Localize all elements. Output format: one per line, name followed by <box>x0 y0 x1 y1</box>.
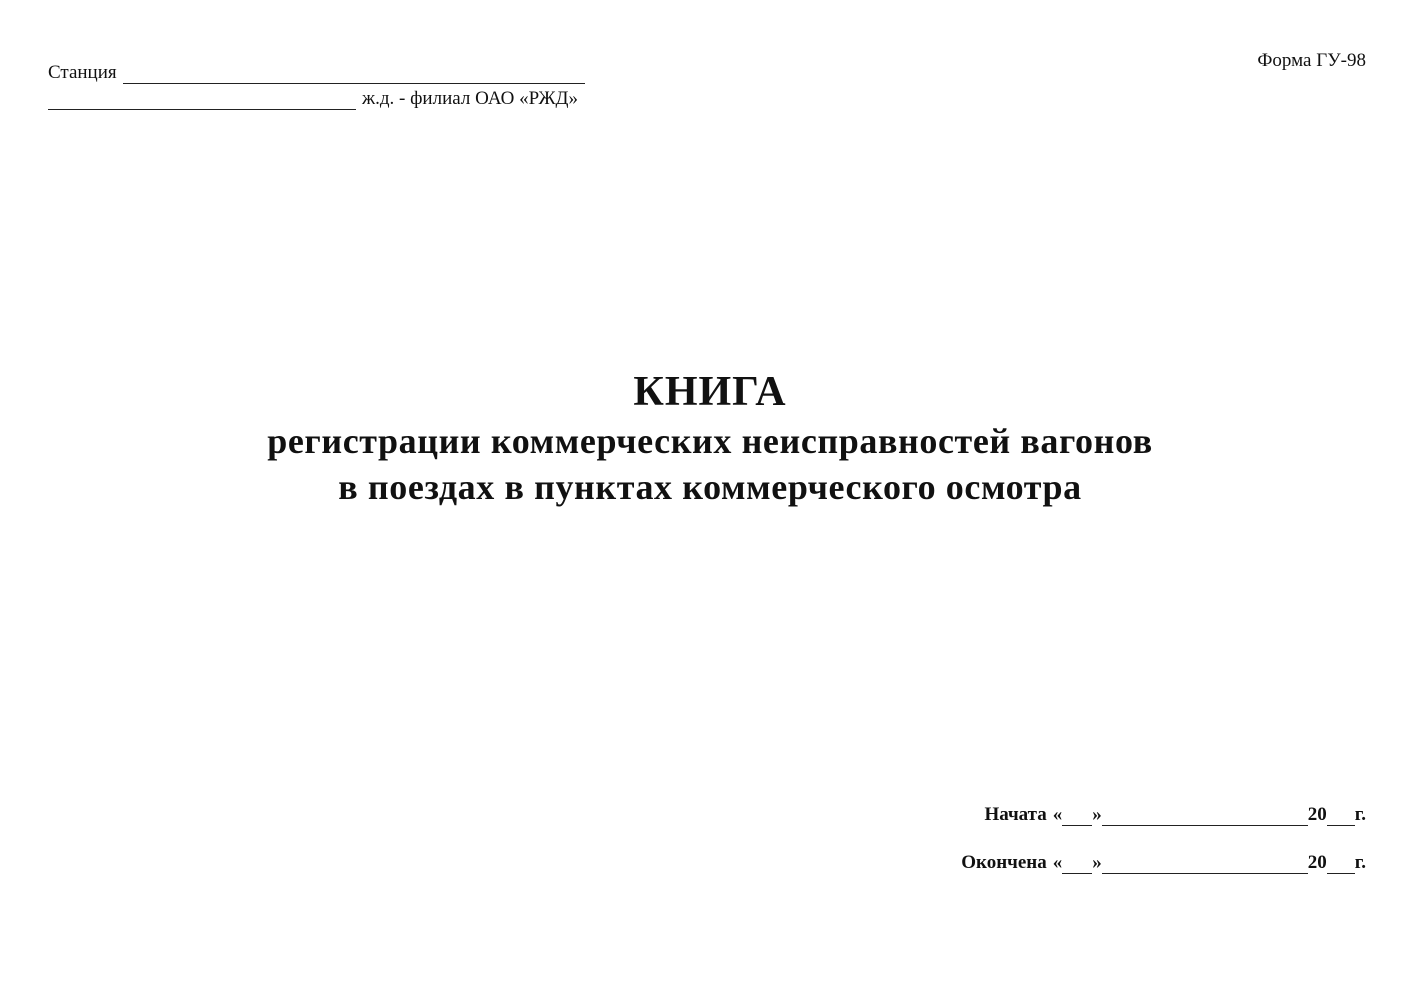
close-quote: » <box>1092 852 1102 873</box>
century: 20 <box>1307 804 1327 825</box>
station-blank-field <box>123 65 585 84</box>
started-day-blank <box>1062 809 1092 826</box>
station-line <box>48 62 585 84</box>
railway-suffix: ж.д. - филиал ОАО «РЖД» <box>362 88 578 109</box>
station-label: Станция <box>48 62 117 83</box>
form-code: Форма ГУ-98 <box>1257 50 1366 71</box>
year-suffix: г. <box>1354 852 1366 873</box>
finished-year-blank <box>1327 857 1355 874</box>
finished-date-row <box>961 848 1366 874</box>
railway-line <box>48 88 578 110</box>
finished-month-blank <box>1102 857 1308 874</box>
open-quote: « <box>1052 852 1063 873</box>
title-main: КНИГА <box>633 369 787 415</box>
year-suffix: г. <box>1354 804 1366 825</box>
started-label: Начата <box>984 804 1047 825</box>
close-quote: » <box>1092 804 1102 825</box>
title-line-1: регистрации коммерческих неисправностей вагонов <box>267 421 1153 461</box>
finished-label: Окончена <box>961 852 1047 873</box>
open-quote: « <box>1052 804 1063 825</box>
century: 20 <box>1307 852 1327 873</box>
railway-blank-field <box>48 91 356 110</box>
started-year-blank <box>1327 809 1355 826</box>
title-line-2: в поездах в пунктах коммерческого осмотра <box>338 467 1082 507</box>
started-date-row <box>961 800 1366 826</box>
started-month-blank <box>1102 809 1308 826</box>
dates-block <box>961 800 1366 896</box>
finished-day-blank <box>1062 857 1092 874</box>
title-block <box>0 366 1420 510</box>
